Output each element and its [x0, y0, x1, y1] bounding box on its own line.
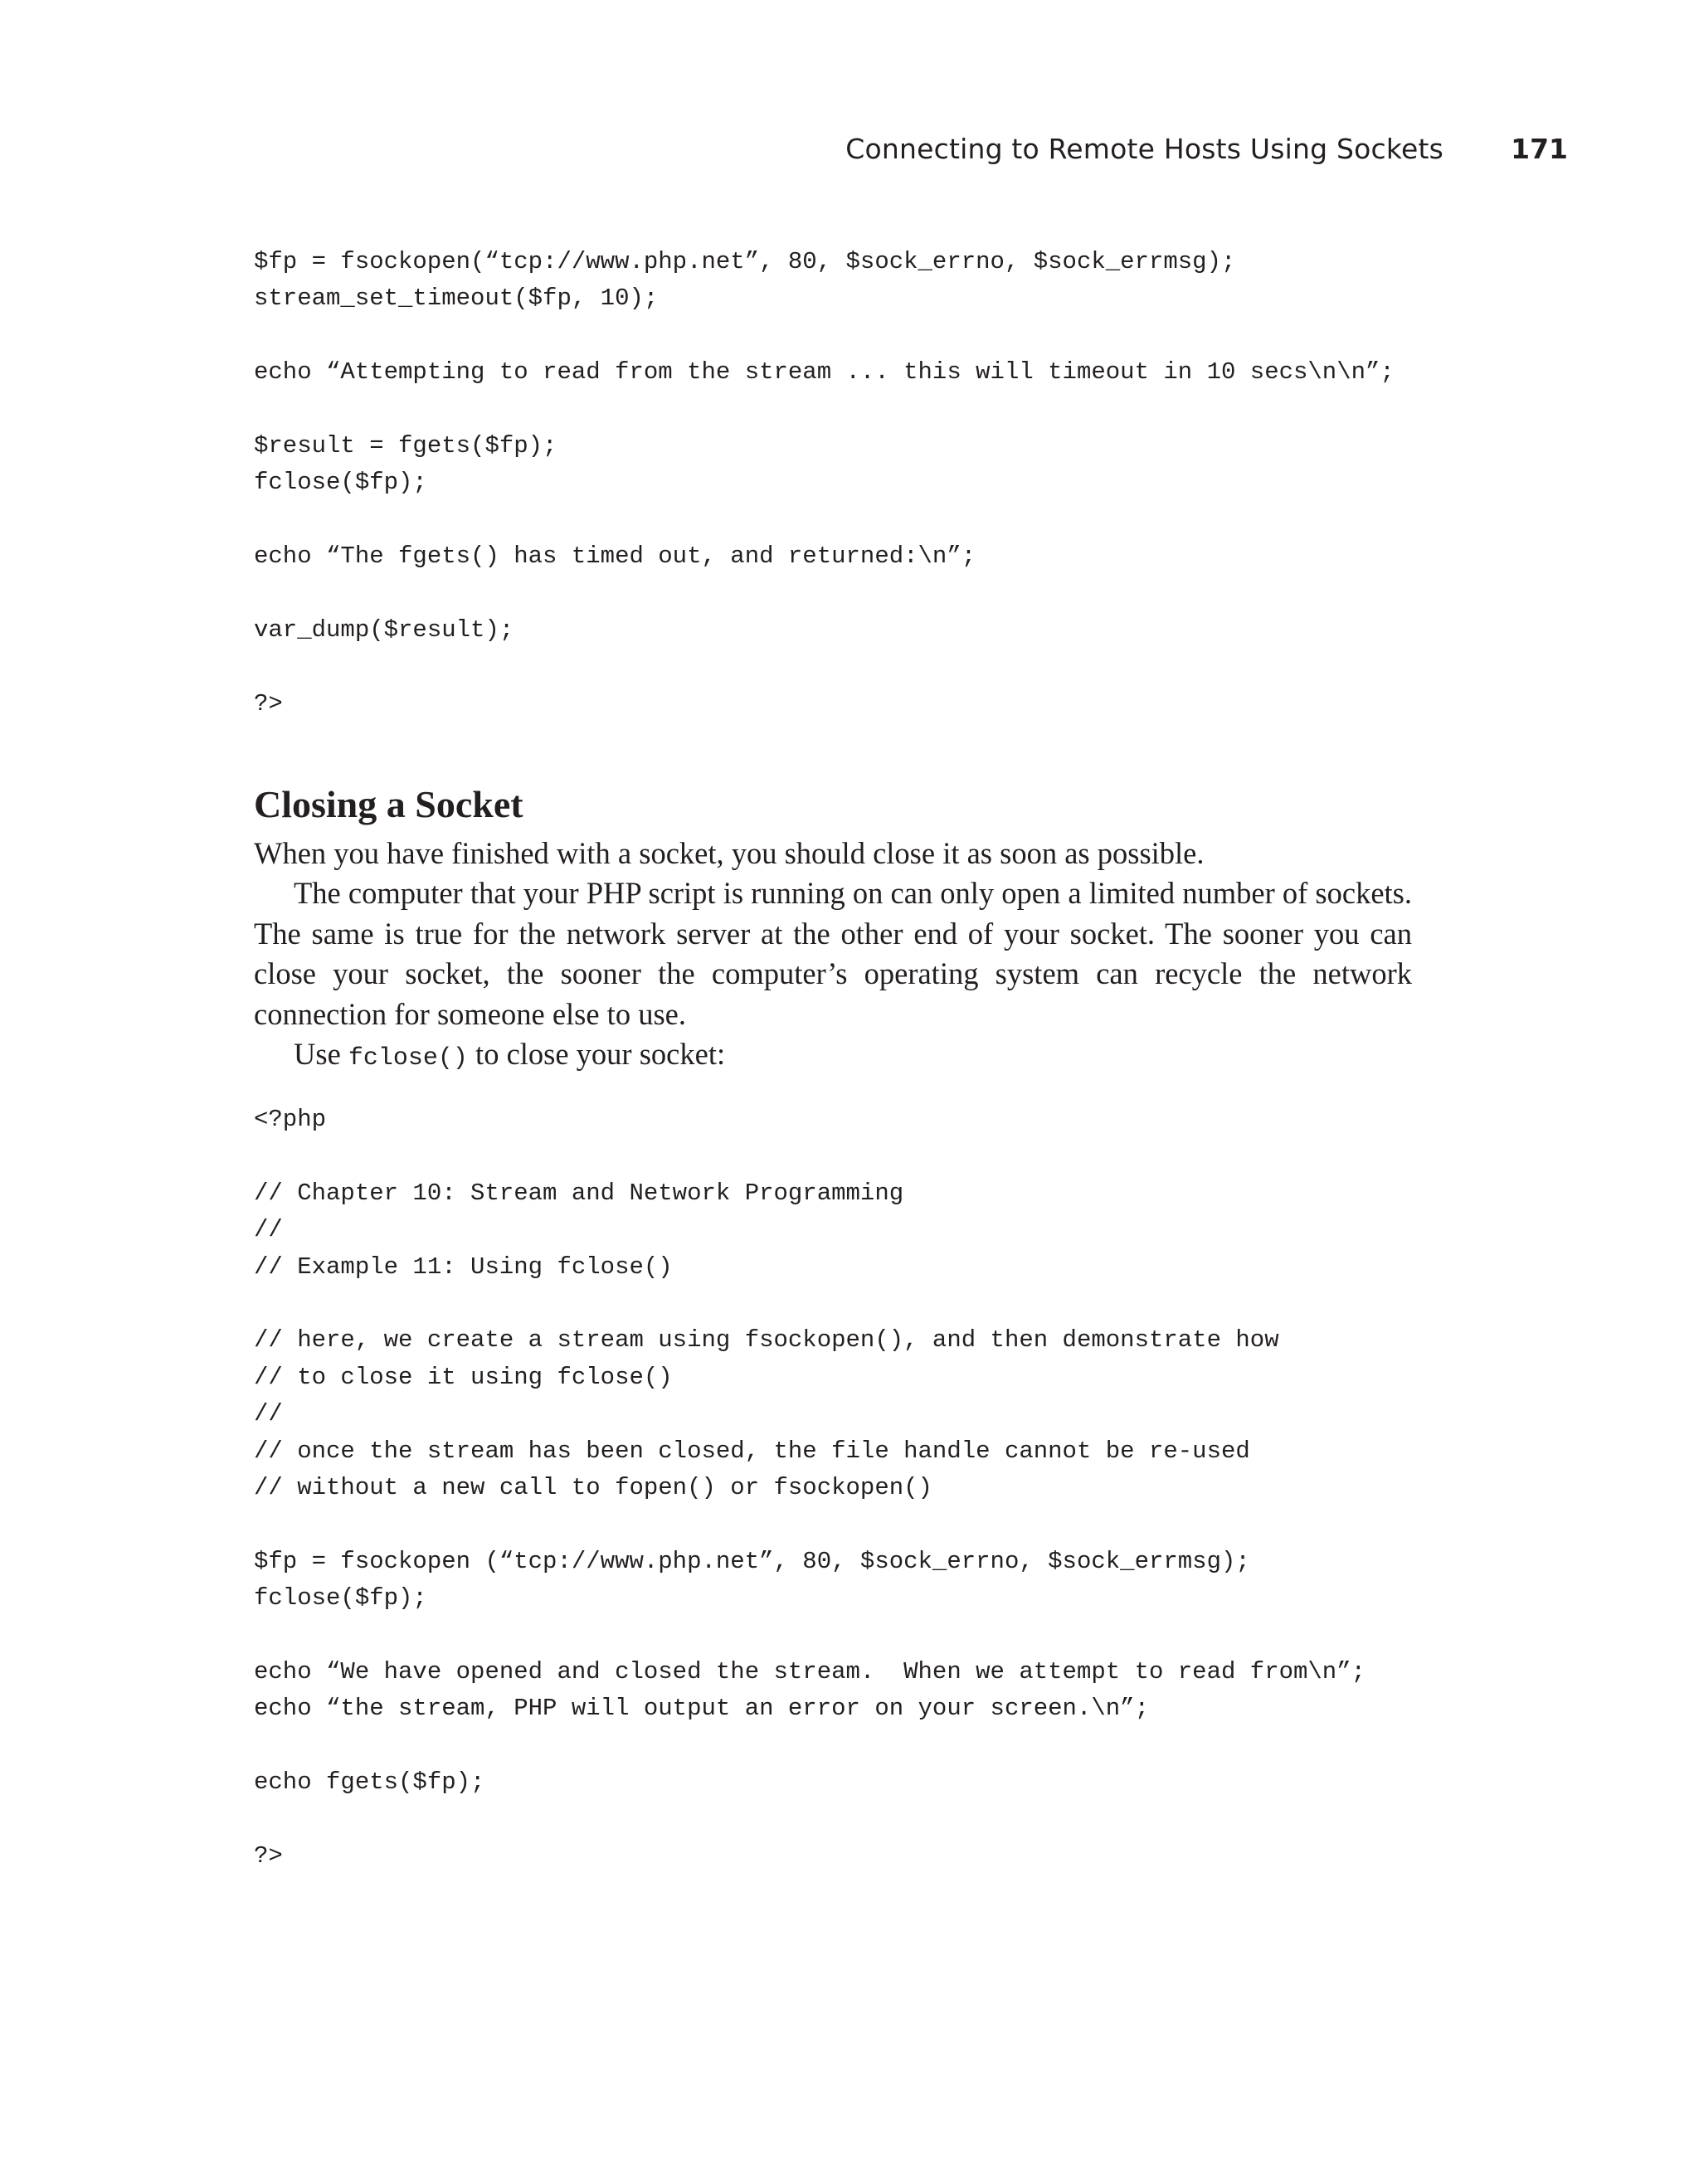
section-heading-closing-a-socket: Closing a Socket: [254, 783, 523, 825]
code-line: ?>: [254, 689, 283, 717]
code-line: echo “the stream, PHP will output an error on your screen.\n”;: [254, 1695, 1149, 1723]
code-line: $fp = fsockopen(“tcp://www.php.net”, 80, $sock_errno, $sock_errmsg);: [254, 248, 1236, 275]
code-line: [254, 576, 1395, 612]
code-line: [254, 318, 1395, 354]
code-line: // once the stream has been closed, the file handle cannot be re-used: [254, 1437, 1250, 1465]
code-line: // without a new call to fopen() or fsockopen(): [254, 1473, 932, 1501]
code-line: // Chapter 10: Stream and Network Programming: [254, 1179, 904, 1207]
code-line: //: [254, 1216, 283, 1244]
code-block-fclose-example: [254, 1102, 1366, 1875]
code-line: echo “Attempting to read from the stream ... this will timeout in 10 secs\n\n”;: [254, 358, 1395, 387]
code-line: <?php: [254, 1106, 327, 1133]
code-line: fclose($fp);: [254, 469, 427, 497]
code-line: [254, 1801, 1366, 1837]
code-line: // Example 11: Using fclose(): [254, 1253, 673, 1281]
code-line: var_dump($result);: [254, 615, 514, 644]
code-line: [254, 392, 1395, 428]
inline-code-fclose: fclose(): [348, 1044, 468, 1073]
code-line: //: [254, 1400, 283, 1428]
paragraph-use-fclose: [254, 1034, 1412, 1078]
code-line: stream_set_timeout($fp, 10);: [254, 285, 659, 313]
code-line: [254, 649, 1395, 685]
paragraph-use-fclose-tail: to close your socket:: [467, 1037, 726, 1072]
code-line: [254, 1506, 1366, 1543]
paragraph-close-asap: When you have finished with a socket, you should close it as soon as possible.: [254, 836, 1205, 870]
code-line: [254, 502, 1395, 538]
running-head: Connecting to Remote Hosts Using Sockets: [845, 133, 1443, 165]
page-number: 171: [1511, 133, 1568, 165]
code-line: echo fgets($fp);: [254, 1768, 485, 1797]
code-line: $fp = fsockopen (“tcp://www.php.net”, 80, $sock_errno, $sock_errmsg);: [254, 1547, 1250, 1575]
code-line: [254, 1138, 1366, 1175]
paragraph-limited-sockets: The computer that your PHP script is running on can only open a limited number of sockets. The same is true for the network server at the other end of your socket. The sooner you can close your socket, the sooner the computer’s operating system can recycle the network connection for someone else to use.: [254, 876, 1412, 1031]
code-line: // here, we create a stream using fsockopen(), and then demonstrate how: [254, 1326, 1279, 1355]
paragraph-use-fclose-lead: Use: [294, 1037, 348, 1072]
code-line: [254, 1286, 1366, 1322]
code-line: echo “The fgets() has timed out, and returned:\n”;: [254, 542, 976, 571]
code-line: fclose($fp);: [254, 1584, 427, 1612]
code-line: // to close it using fclose(): [254, 1363, 673, 1391]
code-line: [254, 1728, 1366, 1764]
code-block-timeout-example: [254, 244, 1395, 722]
code-line: echo “We have opened and closed the stream. When we attempt to read from\n”;: [254, 1657, 1366, 1685]
code-line: $result = fgets($fp);: [254, 431, 557, 460]
code-line: ?>: [254, 1841, 283, 1870]
code-line: [254, 1617, 1366, 1653]
section-body: [254, 834, 1412, 1078]
page-header: [0, 133, 1699, 174]
